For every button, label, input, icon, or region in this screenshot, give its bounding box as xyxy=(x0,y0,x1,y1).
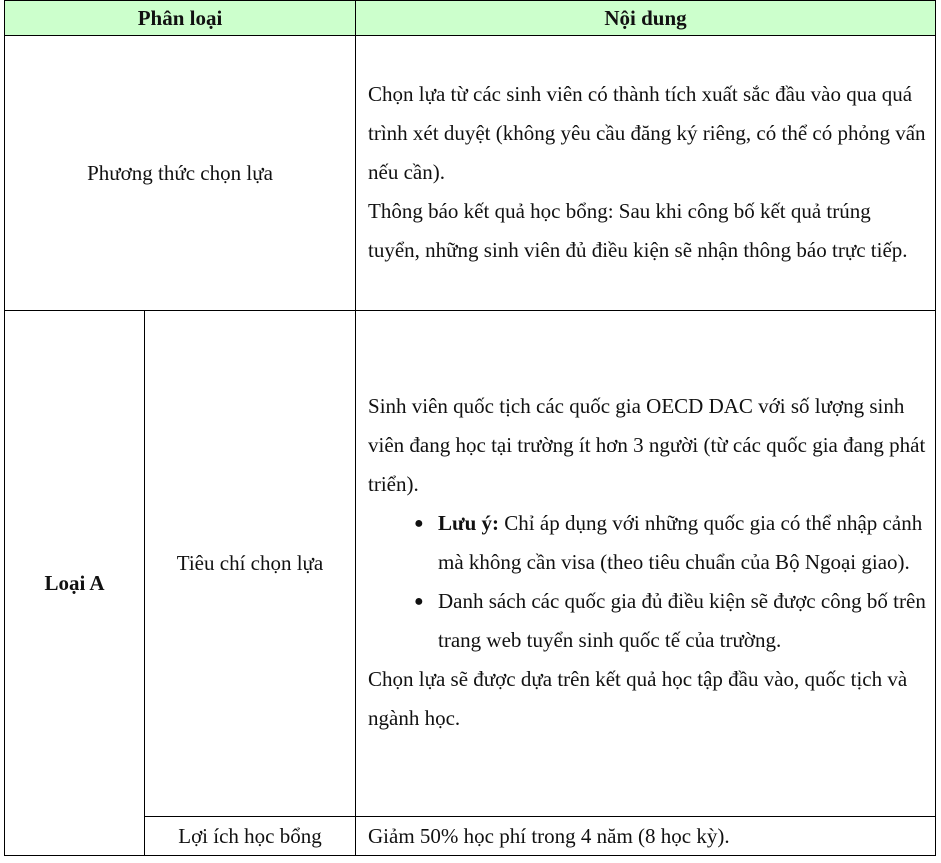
note-bold-label: Lưu ý: xyxy=(438,511,500,535)
table-row-method xyxy=(5,36,936,311)
criteria-intro: Sinh viên quốc tịch các quốc gia OECD DAC với số lượng sinh viên đang học tại trường ít hơn 3 người (từ các quốc gia đang phát triển). xyxy=(368,394,926,496)
criteria-label: Tiêu chí chọn lựa xyxy=(145,311,356,817)
header-category: Phân loại xyxy=(5,1,356,36)
criteria-outro: Chọn lựa sẽ được dựa trên kết quả học tập đầu vào, quốc tịch và ngành học. xyxy=(368,667,908,730)
method-paragraph-1: Chọn lựa từ các sinh viên có thành tích xuất sắc đầu vào qua quá trình xét duyệt (không yêu cầu đăng ký riêng, có thể có phỏng vấn nếu cần). xyxy=(368,81,926,184)
table-header-row xyxy=(5,1,936,36)
method-content xyxy=(356,36,936,311)
bullet-dot-icon: ● xyxy=(414,593,424,610)
scholarship-table xyxy=(4,0,936,856)
scholarship-table-container xyxy=(4,0,935,856)
bullet-text: Danh sách các quốc gia đủ điều kiện sẽ được công bố trên trang web tuyển sinh quốc tế của trường. xyxy=(438,589,926,652)
method-label: Phương thức chọn lựa xyxy=(5,36,356,311)
method-paragraph-2: Thông báo kết quả học bổng: Sau khi công bố kết quả trúng tuyển, những sinh viên đủ điều kiện sẽ nhận thông báo trực tiếp. xyxy=(368,198,908,262)
bullet-dot-icon: ● xyxy=(414,515,424,532)
list-item xyxy=(414,582,927,660)
table-row-criteria xyxy=(5,311,936,817)
benefit-content: Giảm 50% học phí trong 4 năm (8 học kỳ). xyxy=(356,817,936,856)
criteria-content xyxy=(356,311,936,817)
type-a-label: Loại A xyxy=(5,311,145,856)
header-content: Nội dung xyxy=(356,1,936,36)
table-row-benefit xyxy=(5,817,936,856)
benefit-label: Lợi ích học bổng xyxy=(145,817,356,856)
bullet-text: Chỉ áp dụng với những quốc gia có thể nhập cảnh mà không cần visa (theo tiêu chuẩn của Bộ Ngoại giao). xyxy=(438,511,923,574)
list-item xyxy=(414,504,927,582)
criteria-bullet-list xyxy=(368,504,927,660)
